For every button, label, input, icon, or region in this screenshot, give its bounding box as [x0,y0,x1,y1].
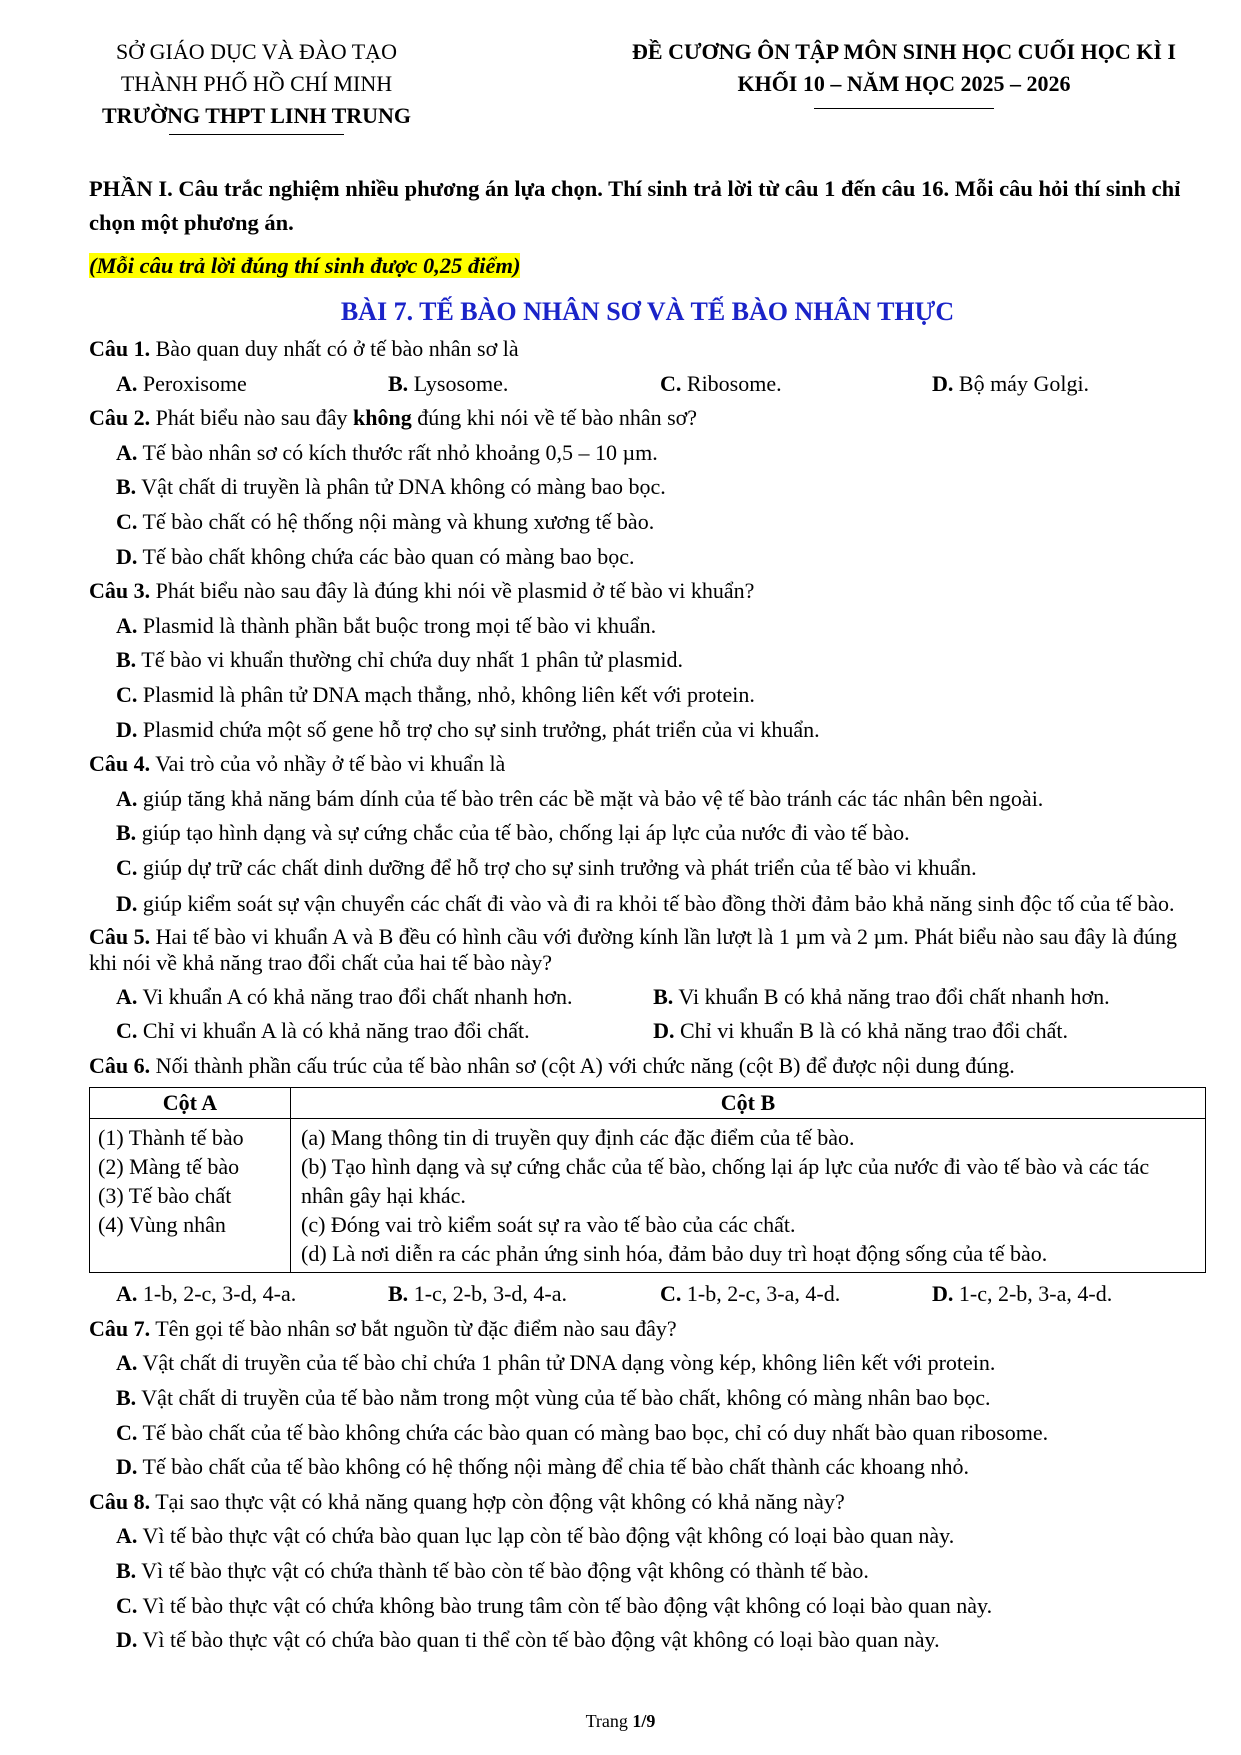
option-letter: B. [116,647,137,673]
page-label: Trang [585,1711,633,1731]
option-text: Vật chất di truyền của tế bào chỉ chứa 1 phân tử DNA dạng vòng kép, không liên kết với protein. [137,1350,996,1376]
question-7 [89,1312,1206,1347]
option-letter: C. [116,1018,138,1044]
option-text: Vì tế bào thực vật có chứa thành tế bào còn tế bào động vật không có thành tế bào. [136,1558,869,1584]
question-4 [89,747,1206,782]
option-text: Tế bào chất của tế bào không có hệ thống nội màng để chia tế bào chất thành các khoang nhỏ. [137,1454,970,1480]
option-c [89,1416,1206,1451]
option-c [89,1589,1206,1624]
header-left [89,36,424,135]
city-name: THÀNH PHỐ HỒ CHÍ MINH [120,71,393,96]
table-row [90,1119,1206,1273]
option-letter: A. [116,439,138,465]
question-text: Phát biểu nào sau đây [150,405,353,431]
option-letter: C. [116,854,138,880]
option-a [89,609,1206,644]
option-text: Peroxisome [137,370,247,396]
option-text: Chỉ vi khuẩn B là có khả năng trao đổi chất. [674,1018,1068,1044]
option-letter: B. [653,983,674,1009]
option-letter: B. [388,370,409,396]
column-a-item: (3) Tế bào chất [98,1183,232,1209]
page-number: 1/9 [632,1711,656,1731]
option-d [932,1277,1204,1312]
option-c [116,1014,653,1049]
question-label: Câu 1. [89,336,151,361]
question-3 [89,574,1206,609]
document-subtitle: KHỐI 10 – NĂM HỌC 2025 – 2026 [737,71,1071,96]
column-b-item: (c) Đóng vai trò kiểm soát sự ra vào tế bào của các chất. [301,1212,796,1238]
option-letter: C. [660,1281,682,1307]
question-text: Tại sao thực vật có khả năng quang hợp còn động vật không có khả năng này? [150,1488,845,1514]
question-label: Câu 3. [89,578,151,604]
option-text: Chỉ vi khuẩn A là có khả năng trao đổi chất. [137,1018,530,1044]
option-letter: A. [116,1281,138,1307]
question-5 [89,921,1206,980]
option-letter: B. [388,1281,409,1307]
column-a-item: (1) Thành tế bào [98,1125,244,1151]
column-b-item: (a) Mang thông tin di truyền quy định các đặc điểm của tế bào. [301,1125,855,1151]
question-text: Tên gọi tế bào nhân sơ bắt nguồn từ đặc điểm nào sau đây? [150,1315,677,1341]
option-text: 1-b, 2-c, 3-a, 4-d. [681,1281,841,1307]
option-letter: C. [116,681,138,707]
question-5-options-row1 [89,980,1206,1015]
option-text: Vì tế bào thực vật có chứa bào quan ti thể còn tế bào động vật không có loại bào quan này. [137,1627,940,1653]
option-c [89,505,1206,540]
question-emphasis: không [352,405,412,431]
option-d [89,1623,1206,1658]
option-letter: D. [932,1281,954,1307]
document-title: ĐỀ CƯƠNG ÔN TẬP MÔN SINH HỌC CUỐI HỌC KÌ I [632,39,1176,64]
question-1-options [89,367,1206,402]
option-letter: D. [116,1627,138,1653]
question-6-options [89,1277,1206,1312]
option-d [89,886,1206,921]
option-letter: B. [116,474,137,500]
title-underline [814,108,994,109]
document-header [89,30,1206,142]
option-a [89,436,1206,471]
option-text: Plasmid là phân tử DNA mạch thẳng, nhỏ, không liên kết với protein. [137,681,755,707]
option-text: 1-b, 2-c, 3-d, 4-a. [137,1281,297,1307]
option-c [660,1277,932,1312]
score-note: (Mỗi câu trả lời đúng thí sinh được 0,25 điểm) [89,253,521,278]
option-b [89,470,1206,505]
table-header-row [90,1088,1206,1119]
option-text: 1-c, 2-b, 3-a, 4-d. [953,1281,1113,1307]
option-a [89,1346,1206,1381]
column-b-item: (b) Tạo hình dạng và sự cứng chắc của tế bào, chống lại áp lực của nước đi vào tế bào và các tác nhân gây hại khác. [301,1154,1150,1209]
question-label: Câu 4. [89,751,151,777]
part-title: PHẦN I. Câu trắc nghiệm nhiều phương án lựa chọn. Thí sinh trả lời từ câu 1 đến câu 16. Mỗi câu hỏi thí sinh chỉ chọn một phương án. [89,176,1181,235]
option-a [116,367,388,402]
column-b-header: Cột B [291,1088,1206,1119]
option-letter: B. [116,1558,137,1584]
school-underline [169,134,344,135]
option-d [89,713,1206,748]
question-label: Câu 7. [89,1315,151,1341]
question-text: Vai trò của vỏ nhầy ở tế bào vi khuẩn là [150,751,506,777]
option-text: Vì tế bào thực vật có chứa bào quan lục lạp còn tế bào động vật không có loại bào quan này. [137,1523,955,1549]
option-text: Vi khuẩn A có khả năng trao đổi chất nhanh hơn. [137,983,573,1009]
column-a-header: Cột A [90,1088,291,1119]
option-letter: D. [116,1454,138,1480]
option-text: 1-c, 2-b, 3-d, 4-a. [408,1281,568,1307]
option-d [89,540,1206,575]
option-d [932,367,1204,402]
column-b-item: (d) Là nơi diễn ra các phản ứng sinh hóa, đảm bảo duy trì hoạt động sống của tế bào. [301,1241,1048,1267]
question-2 [89,401,1206,436]
question-text: Nối thành phần cấu trúc của tế bào nhân sơ (cột A) với chức năng (cột B) để được nội dung đúng. [150,1052,1015,1078]
option-letter: C. [116,1592,138,1618]
question-8 [89,1485,1206,1520]
option-text: Vi khuẩn B có khả năng trao đổi chất nhanh hơn. [673,983,1110,1009]
option-letter: B. [116,820,137,846]
option-text: Tế bào nhân sơ có kích thước rất nhỏ khoảng 0,5 – 10 µm. [137,439,658,465]
question-5-options-row2 [89,1014,1206,1049]
option-a [89,1519,1206,1554]
option-text: giúp tăng khả năng bám dính của tế bào trên các bề mặt và bảo vệ tế bào tránh các tác nhân bên ngoài. [137,785,1044,811]
option-a [116,980,653,1015]
option-text: Plasmid là thành phần bắt buộc trong mọi tế bào vi khuẩn. [137,612,657,638]
option-text: Tế bào chất có hệ thống nội màng và khung xương tế bào. [137,508,655,534]
option-letter: D. [116,890,138,916]
option-letter: D. [653,1018,675,1044]
option-text: Plasmid chứa một số gene hỗ trợ cho sự sinh trưởng, phát triển của vi khuẩn. [137,716,820,742]
score-note-line [89,250,1206,282]
option-d [89,1450,1206,1485]
option-a [116,1277,388,1312]
column-a-cell [90,1119,291,1273]
option-text: Tế bào vi khuẩn thường chỉ chứa duy nhất 1 phân tử plasmid. [136,647,683,673]
option-letter: A. [116,1523,138,1549]
column-b-cell [291,1119,1206,1273]
option-text: Lysosome. [408,370,509,396]
option-letter: D. [116,543,138,569]
matching-table [89,1087,1206,1273]
option-letter: C. [116,1419,138,1445]
page-footer [0,1711,1241,1732]
document-page [89,30,1206,1658]
option-a [89,782,1206,817]
question-text: đúng khi nói về tế bào nhân sơ? [411,405,698,431]
question-text: Hai tế bào vi khuẩn A và B đều có hình cầu với đường kính lần lượt là 1 µm và 2 µm. Phát biểu nào sau đây là đúng khi nói về khả năng trao đổi chất của hai tế bào này? [89,923,1177,975]
department-name: SỞ GIÁO DỤC VÀ ĐÀO TẠO [116,39,397,64]
option-b [89,643,1206,678]
option-b [89,816,1206,851]
option-text: giúp kiểm soát sự vận chuyển các chất đi vào và đi ra khỏi tế bào đồng thời đảm bảo khả năng sinh độc tố của tế bào. [137,890,1175,916]
option-letter: A. [116,370,138,396]
option-c [89,851,1206,886]
option-c [660,367,932,402]
question-text: Bào quan duy nhất có ở tế bào nhân sơ là [150,336,519,361]
option-text: giúp dự trữ các chất dinh dưỡng để hỗ trợ cho sự sinh trưởng và phát triển của tế bào vi khuẩn. [137,854,977,880]
question-label: Câu 6. [89,1052,151,1078]
option-b [89,1381,1206,1416]
option-letter: A. [116,983,138,1009]
lesson-title: BÀI 7. TẾ BÀO NHÂN SƠ VÀ TẾ BÀO NHÂN THỰC [340,297,955,326]
option-text: Vì tế bào thực vật có chứa không bào trung tâm còn tế bào động vật không có loại bào quan này. [137,1592,993,1618]
option-c [89,678,1206,713]
option-letter: A. [116,785,138,811]
option-letter: A. [116,612,138,638]
option-text: Tế bào chất không chứa các bào quan có màng bao bọc. [137,543,635,569]
question-label: Câu 5. [89,923,151,949]
option-text: Vật chất di truyền là phân tử DNA không có màng bao bọc. [136,474,666,500]
option-letter: C. [660,370,682,396]
option-d [653,1014,1206,1049]
column-a-item: (2) Màng tế bào [98,1154,240,1180]
option-letter: D. [116,716,138,742]
option-text: Vật chất di truyền của tế bào nằm trong một vùng của tế bào chất, không có màng nhân bao bọc. [136,1385,991,1411]
column-a-item: (4) Vùng nhân [98,1212,226,1238]
option-text: Tế bào chất của tế bào không chứa các bào quan có màng bao bọc, chỉ có duy nhất bào quan ribosome. [137,1419,1049,1445]
option-text: Ribosome. [681,370,782,396]
option-letter: A. [116,1350,138,1376]
option-letter: C. [116,508,138,534]
option-b [653,980,1206,1015]
option-text: Bộ máy Golgi. [953,370,1090,396]
option-b [89,1554,1206,1589]
option-b [388,1277,660,1312]
option-b [388,367,660,402]
question-6 [89,1049,1206,1084]
header-right [544,36,1241,109]
question-1 [89,332,1206,367]
question-text: Phát biểu nào sau đây là đúng khi nói về plasmid ở tế bào vi khuẩn? [150,578,755,604]
option-letter: B. [116,1385,137,1411]
option-text: giúp tạo hình dạng và sự cứng chắc của tế bào, chống lại áp lực của nước đi vào tế bào. [136,820,910,846]
option-letter: D. [932,370,954,396]
question-label: Câu 2. [89,405,151,431]
school-name: TRƯỜNG THPT LINH TRUNG [101,103,412,128]
question-label: Câu 8. [89,1488,151,1514]
